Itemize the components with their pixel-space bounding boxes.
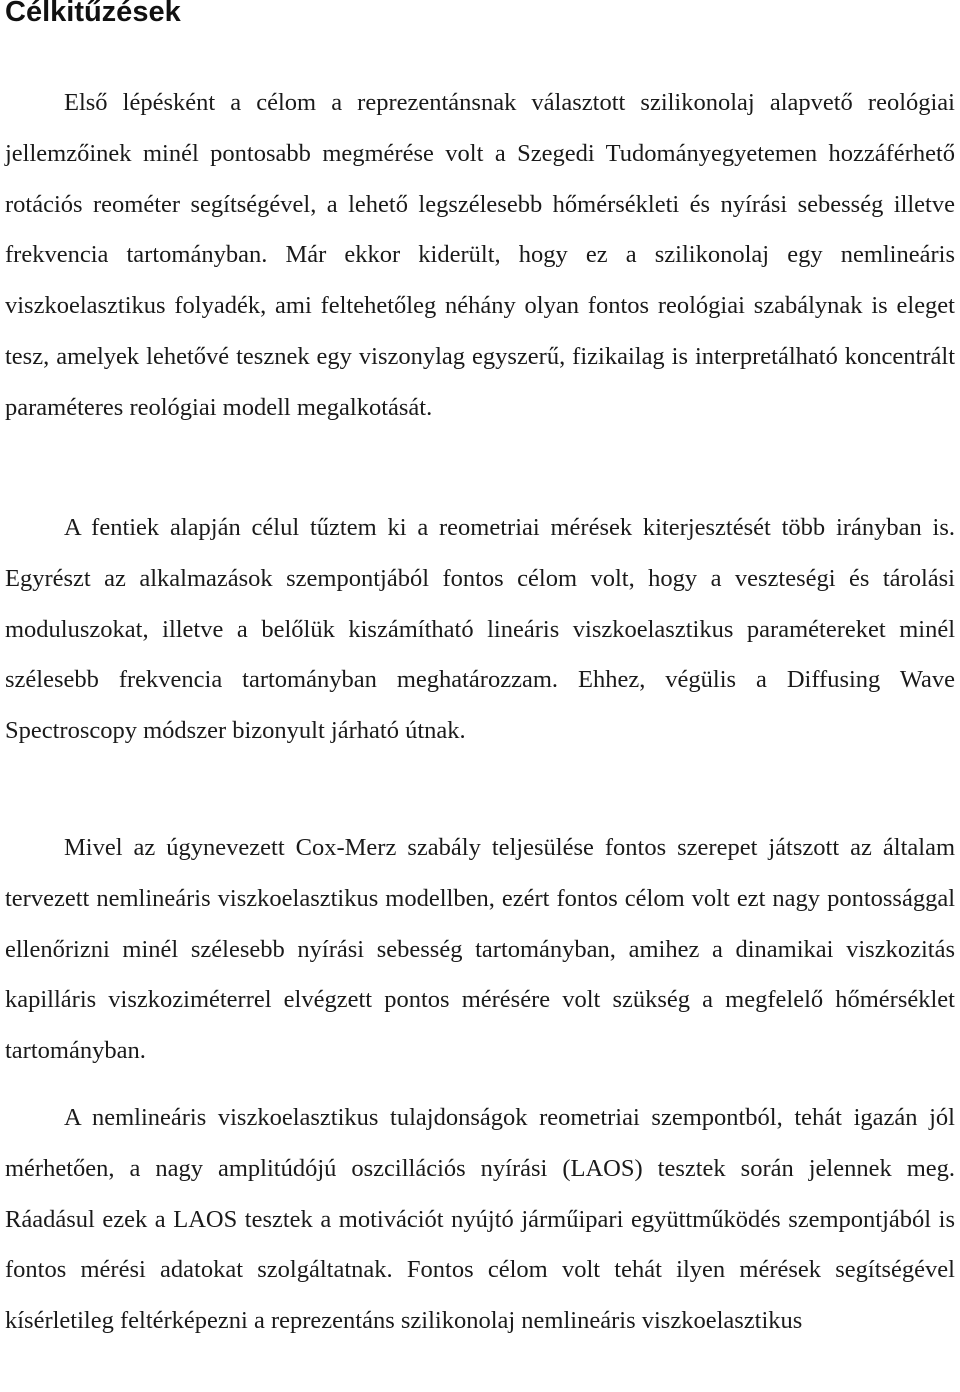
page-title: Célkitűzések [5,0,181,28]
paragraph-3: Mivel az úgynevezett Cox-Merz szabály teljesülése fontos szerepet játszott az általam tervezett nemlineáris viszkoelasztikus modellben, ezért fontos célom volt ezt nagy pontossággal ellenőrizni minél szélesebb nyírási sebesség tartományban, amihez a dinamikai viszkozitás kapilláris viszkoziméterrel elvégzett pontos mérésére volt szükség a megfelelő hőmérséklet tartományban. [5,834,955,1065]
paragraph-2: A fentiek alapján célul tűztem ki a reometriai mérések kiterjesztését több irányban is. Egyrészt az alkalmazások szempontjából fontos célom volt, hogy a veszteségi és tárolási moduluszokat, illetve a belőlük kiszámítható lineáris viszkoelasztikus paramétereket minél szélesebb frekvencia tartományban meghatározzam. Ehhez, végülis a Diffusing Wave Spectroscopy módszer bizonyult járható útnak. [5,514,955,745]
paragraph-4: A nemlineáris viszkoelasztikus tulajdonságok reometriai szempontból, tehát igazán jól mérhetően, a nagy amplitúdójú oszcillációs nyírási (LAOS) tesztek során jelennek meg. Ráadásul ezek a LAOS tesztek a motivációt nyújtó járműipari együttműködés szempontjából is fontos mérési adatokat szolgáltatnak. Fontos célom volt tehát ilyen mérések segítségével kísérletileg feltérképezni a reprezentáns szilikonolaj nemlineáris viszkoelasztikus [5,1104,955,1335]
paragraph-1: Első lépésként a célom a reprezentánsnak választott szilikonolaj alapvető reológiai jellemzőinek minél pontosabb megmérése volt a Szegedi Tudományegyetemen hozzáférhető rotációs reométer segítségével, a lehető legszélesebb hőmérsékleti és nyírási sebesség illetve frekvencia tartományban. Már ekkor kiderült, hogy ez a szilikonolaj egy nemlineáris viszkoelasztikus folyadék, ami feltehetőleg néhány olyan fontos reológiai szabálynak is eleget tesz, amelyek lehetővé tesznek egy viszonylag egyszerű, fizikailag is interpretálható koncentrált paraméteres reológiai modell megalkotását. [5,89,955,421]
